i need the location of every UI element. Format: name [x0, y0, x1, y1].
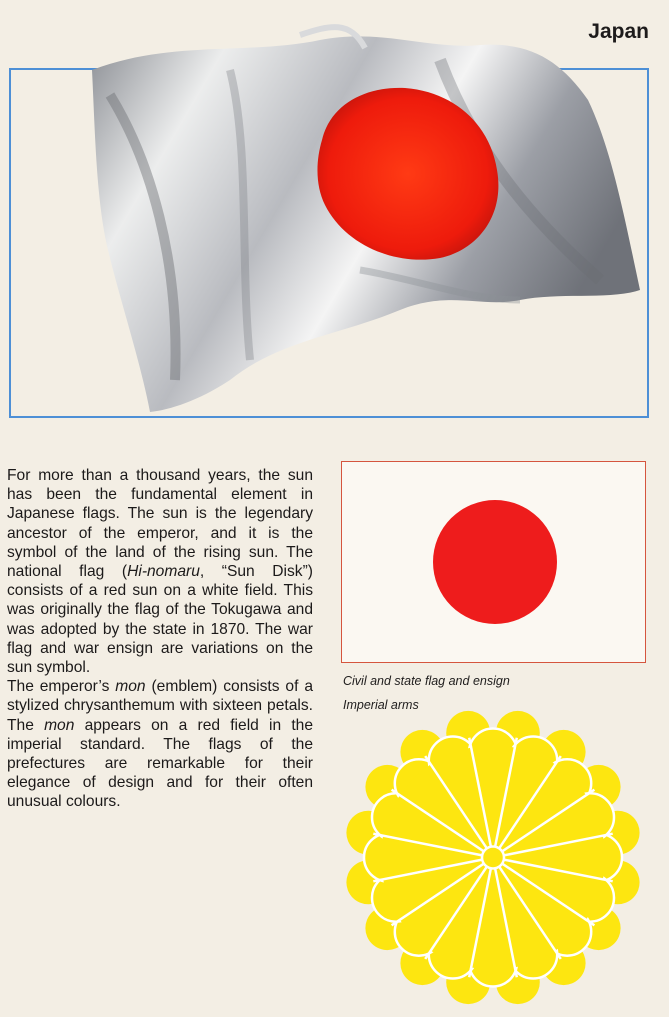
- page-title: Japan: [588, 20, 649, 43]
- body-text: [7, 466, 313, 812]
- flag-caption: Civil and state flag and ensign: [343, 674, 510, 688]
- imperial-chrysanthemum-icon: [338, 705, 648, 1010]
- center-disk: [482, 847, 504, 869]
- arms-caption: Imperial arms: [343, 698, 419, 712]
- paragraph-history: For more than a thousand years, the sun has been the fundamental element in Japanese flags. The sun is the legendary ancestor of the emperor, and it is the symbol of the land of the rising sun. The national flag (Hi-nomaru, “Sun Disk”) consists of a red sun on a white field. This was originally the flag of the Tokugawa and was adopted by the state in 1870. The war flag and war ensign are variations on the sun symbol.: [7, 467, 313, 677]
- sun-disk: [433, 500, 557, 624]
- paragraph-mon: The emperor’s mon (emblem) consists of a stylized chrysanthemum with sixteen petals. The mon appears on a red field in the imperial standard. The flags of the prefectures are remarkable for their elegance of design and for their often unusual colours.: [7, 678, 314, 811]
- waving-flag-photo: [0, 0, 669, 440]
- civil-flag: [341, 461, 646, 663]
